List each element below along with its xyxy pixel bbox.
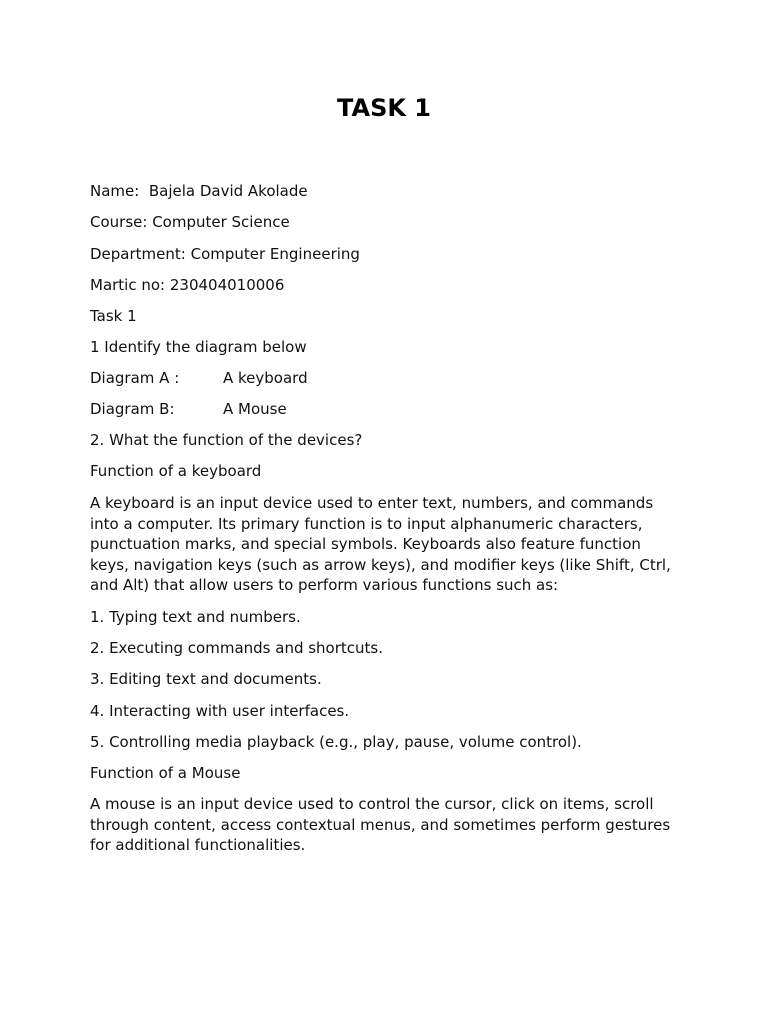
keyboard-function-heading: Function of a keyboard — [90, 462, 262, 480]
page-title: TASK 1 — [336, 94, 432, 122]
student-matric-number: Martic no: 230404010006 — [90, 276, 285, 294]
keyboard-function-item: 2. Executing commands and shortcuts. — [90, 639, 384, 657]
keyboard-function-item: 5. Controlling media playback (e.g., play, pause, volume control). — [90, 733, 582, 751]
task-label: Task 1 — [90, 307, 137, 325]
mouse-function-heading: Function of a Mouse — [90, 764, 241, 782]
diagram-b-answer: A Mouse — [223, 400, 287, 418]
question-1: 1 Identify the diagram below — [90, 338, 307, 356]
diagram-b-label: Diagram B: — [90, 400, 175, 418]
keyboard-function-item: 3. Editing text and documents. — [90, 670, 322, 688]
diagram-a-label: Diagram A : — [90, 369, 180, 387]
student-course: Course: Computer Science — [90, 213, 290, 231]
student-department: Department: Computer Engineering — [90, 245, 360, 263]
keyboard-description: A keyboard is an input device used to enter text, numbers, and commands into a computer. Its primary function is to input alphanumeric characters, punctuation marks, and special symbols. Keyboards also feature function keys, navigation keys (such as arrow keys), and modifier keys (like Shift, Ctrl, and Alt) that allow users to perform various functions such as: — [90, 494, 671, 595]
mouse-description: A mouse is an input device used to control the cursor, click on items, scroll through content, access contextual menus, and sometimes perform gestures for additional functionalities. — [90, 795, 671, 855]
keyboard-function-item: 1. Typing text and numbers. — [90, 608, 301, 626]
keyboard-function-item: 4. Interacting with user interfaces. — [90, 702, 350, 720]
diagram-a-answer: A keyboard — [223, 369, 308, 387]
question-2: 2. What the function of the devices? — [90, 431, 363, 449]
student-name: Name: Bajela David Akolade — [90, 182, 308, 200]
